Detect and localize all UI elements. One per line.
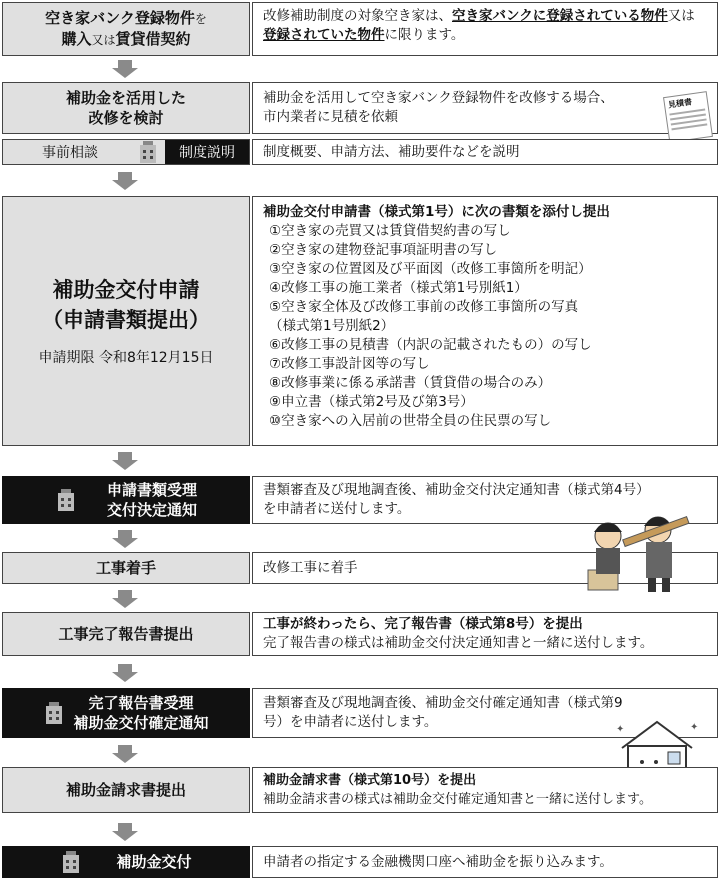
step-1-desc-2: 又は xyxy=(667,8,695,24)
step-2-desc xyxy=(252,82,718,134)
step-8-desc-2: 号）を申請者に送付します。 xyxy=(263,714,438,730)
step-1-desc-3: に限ります。 xyxy=(384,27,465,43)
step-1-desc-1: 改修補助制度の対象空き家は、 xyxy=(263,8,452,24)
step-5-title-2: 交付決定通知 xyxy=(106,501,197,519)
document-list-item: ⑨申立書（様式第2号及び第3号） xyxy=(269,394,474,410)
document-list-item: （様式第1号別紙2） xyxy=(269,318,395,334)
workers-illustration-icon xyxy=(582,508,692,594)
down-arrow-icon xyxy=(112,590,138,608)
step-1-title-b-mid: 又は xyxy=(91,33,116,47)
step-1-title-b: 購入 xyxy=(61,30,92,48)
step-7-heading: 工事が終わったら、完了報告書（様式第8号）を提出 xyxy=(263,616,583,632)
step-8-label xyxy=(2,688,250,738)
down-arrow-icon xyxy=(112,745,138,763)
step-6-title: 工事着手 xyxy=(95,559,156,577)
step-8-desc-1: 書類審査及び現地調査後、補助金交付確定通知書（様式第9 xyxy=(263,695,623,711)
step-8-title-2: 補助金交付確定通知 xyxy=(73,714,209,732)
step-3-label xyxy=(2,139,250,165)
step-7-desc xyxy=(252,612,718,656)
step-8 xyxy=(2,688,718,738)
step-7-title: 工事完了報告書提出 xyxy=(58,625,194,643)
step-9-desc xyxy=(252,767,718,813)
step-9-heading: 補助金請求書（様式第10号）を提出 xyxy=(263,773,477,788)
step-7-label xyxy=(2,612,250,656)
step-7 xyxy=(2,612,718,656)
step-10-label xyxy=(2,846,250,878)
step-2-desc-1: 補助金を活用して空き家バンク登録物件を改修する場合、 xyxy=(263,90,614,106)
step-2 xyxy=(2,82,718,134)
step-3-desc xyxy=(252,139,718,165)
step-5-desc-1: 書類審査及び現地調査後、補助金交付決定通知書（様式第4号） xyxy=(263,482,650,498)
step-9-desc-text: 補助金請求書の様式は補助金交付確定通知書と一緒に送付します。 xyxy=(263,792,652,807)
step-5-title-1: 申請書類受理 xyxy=(106,481,197,499)
city-hall-icon xyxy=(137,141,159,163)
estimate-document-icon xyxy=(663,91,713,143)
step-4-title-2: （申請書類提出） xyxy=(42,308,210,332)
step-1-desc-u2: 登録されていた物件 xyxy=(263,27,385,43)
step-4-title-1: 補助金交付申請 xyxy=(52,278,200,302)
document-list-item: ①空き家の売買又は賃貸借契約書の写し xyxy=(269,223,511,239)
step-3 xyxy=(2,139,718,165)
step-4-deadline: 申請期限 令和8年12月15日 xyxy=(38,350,214,366)
step-10-desc xyxy=(252,846,718,878)
document-list-item: ⑩空き家への入居前の世帯全員の住民票の写し xyxy=(269,413,552,429)
city-hall-icon xyxy=(43,702,65,724)
step-4-label xyxy=(2,196,250,446)
document-list-item: ⑦改修工事設計図等の写し xyxy=(269,356,430,372)
step-4-heading: 補助金交付申請書（様式第1号）に次の書類を添付し提出 xyxy=(263,204,610,220)
step-2-title-2: 改修を検討 xyxy=(88,109,164,127)
step-5-desc-2: を申請者に送付します。 xyxy=(263,501,411,517)
down-arrow-icon xyxy=(112,452,138,470)
step-1 xyxy=(2,2,718,56)
city-hall-icon xyxy=(55,489,77,511)
step-1-title-a: 空き家バンク登録物件 xyxy=(45,9,195,27)
step-4 xyxy=(2,196,718,446)
step-1-title-b-end: 賃貸借契約 xyxy=(115,30,191,48)
down-arrow-icon xyxy=(112,664,138,682)
step-9-title: 補助金請求書提出 xyxy=(65,781,186,799)
step-3-left-label: 事前相談 xyxy=(42,145,98,161)
step-6-label xyxy=(2,552,250,584)
document-list-item: ⑥改修工事の見積書（内訳の記載されたもの）の写し xyxy=(269,337,592,353)
svg-text:✦: ✦ xyxy=(616,724,625,735)
document-list-item: ⑧改修事業に係る承諾書（賃貸借の場合のみ） xyxy=(269,375,552,391)
estimate-label: 見積書 xyxy=(667,97,693,110)
step-8-title-1: 完了報告書受理 xyxy=(88,694,194,712)
city-hall-icon xyxy=(60,851,82,873)
down-arrow-icon xyxy=(112,823,138,841)
step-3-desc-text: 制度概要、申請方法、補助要件などを説明 xyxy=(263,143,520,160)
document-list-item: ④改修工事の施工業者（様式第1号別紙1） xyxy=(269,280,528,296)
svg-text:✦: ✦ xyxy=(690,722,699,733)
step-2-label xyxy=(2,82,250,134)
step-2-desc-2: 市内業者に見積を依頼 xyxy=(263,109,398,125)
step-7-desc-text: 完了報告書の様式は補助金交付決定通知書と一緒に送付します。 xyxy=(263,635,654,651)
step-10-title: 補助金交付 xyxy=(116,853,192,871)
step-10-desc-text: 申請者の指定する金融機関口座へ補助金を振り込みます。 xyxy=(263,853,613,870)
document-list xyxy=(263,222,707,431)
step-1-desc xyxy=(252,2,718,56)
document-list-item: ③空き家の位置図及び平面図（改修工事箇所を明記） xyxy=(269,261,592,277)
down-arrow-icon xyxy=(112,60,138,78)
step-1-desc-u1: 空き家バンクに登録されている物件 xyxy=(452,8,668,24)
step-6-desc-text: 改修工事に着手 xyxy=(263,559,358,576)
step-9 xyxy=(2,767,718,813)
step-10 xyxy=(2,846,718,878)
down-arrow-icon xyxy=(112,530,138,548)
step-1-label xyxy=(2,2,250,56)
step-5-label xyxy=(2,476,250,524)
step-4-desc xyxy=(252,196,718,446)
step-1-title-a-suffix: を xyxy=(194,12,207,26)
down-arrow-icon xyxy=(112,172,138,190)
step-9-label xyxy=(2,767,250,813)
document-list-item: ②空き家の建物登記事項証明書の写し xyxy=(269,242,498,258)
document-list-item: ⑤空き家全体及び改修工事前の改修工事箇所の写真 xyxy=(269,299,579,315)
step-3-right-label: 制度説明 xyxy=(165,140,249,164)
step-2-title-1: 補助金を活用した xyxy=(65,89,186,107)
